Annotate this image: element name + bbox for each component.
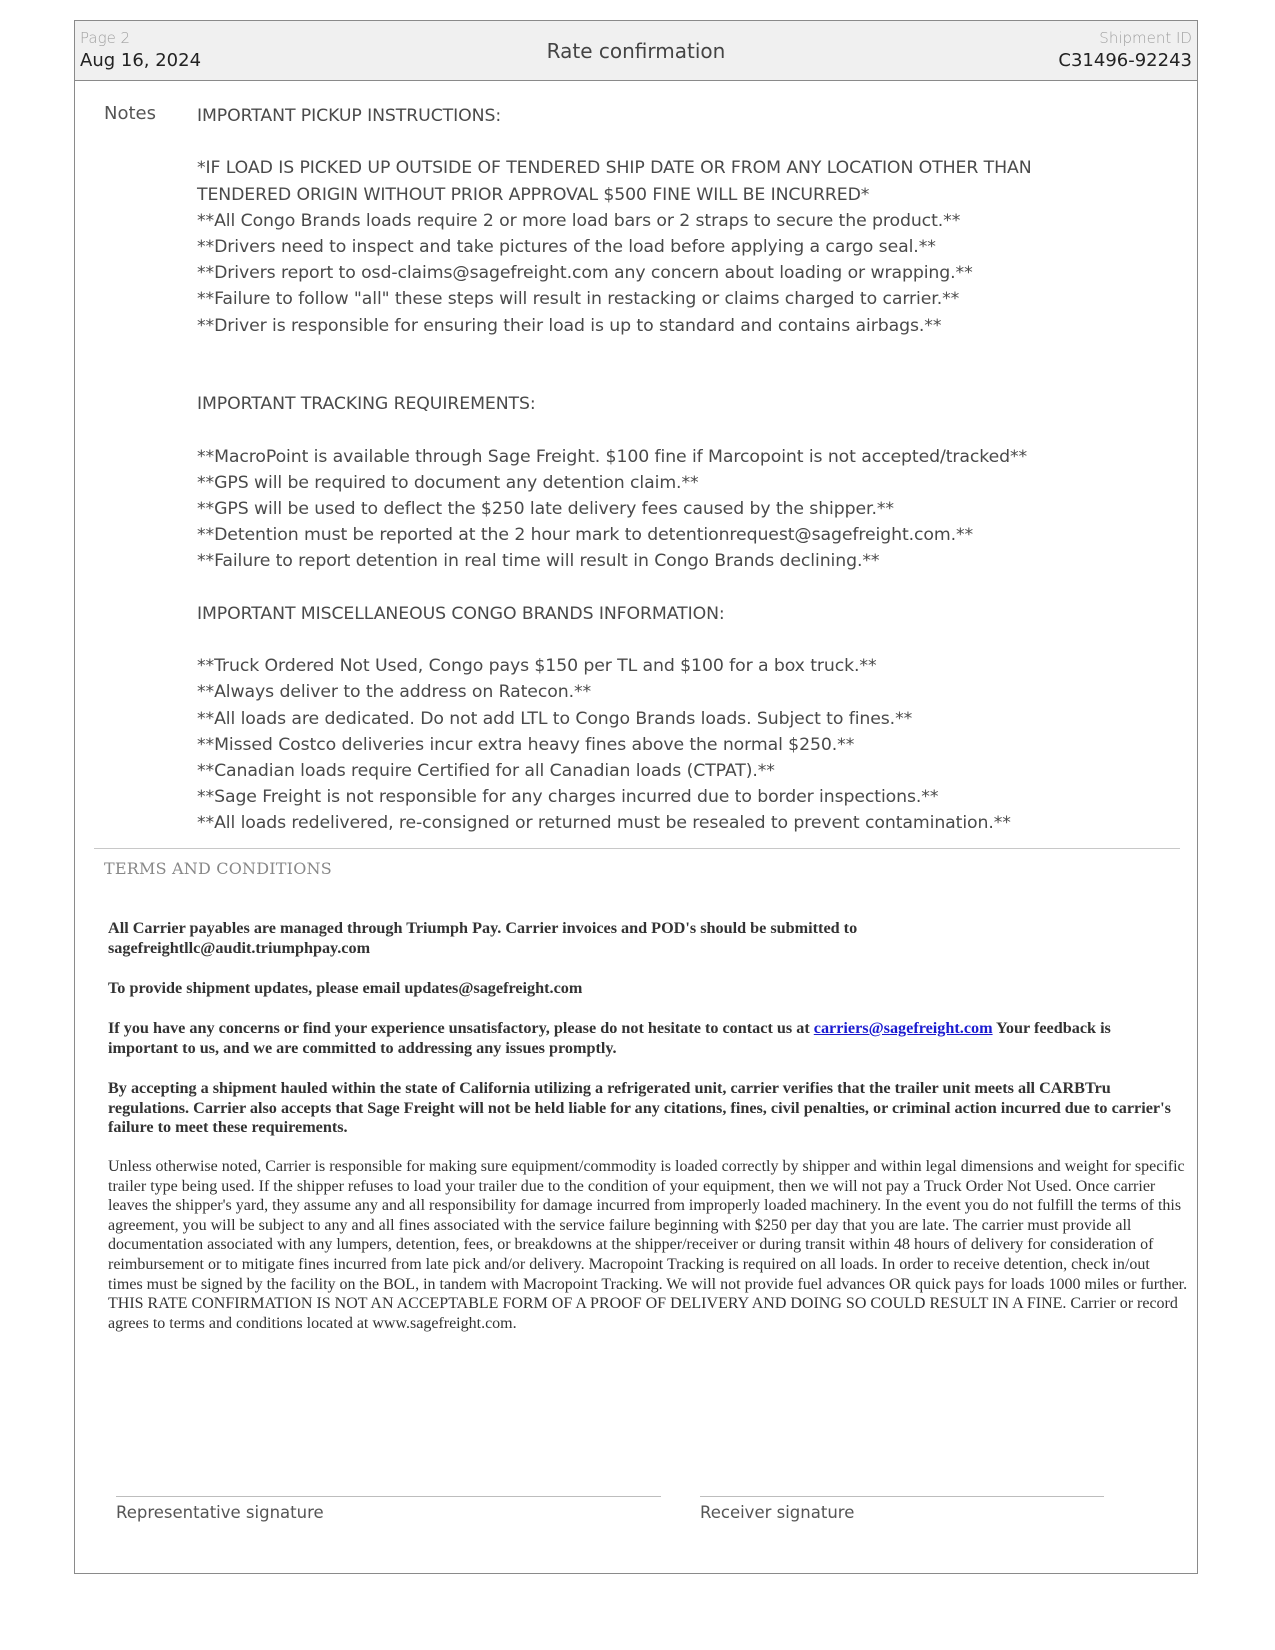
carriers-email-link[interactable]: carriers@sagefreight.com (813, 1019, 993, 1037)
terms-payables: All Carrier payables are managed through Triumph Pay. Carrier invoices and POD's should be submitted to sagefreightllc@audit.triumphpay.com (108, 919, 858, 957)
representative-signature-line[interactable] (116, 1496, 661, 1497)
shipment-id: C31496-92243 (1058, 50, 1192, 71)
terms-concerns (108, 1019, 1178, 1058)
page-title: Rate confirmation (546, 39, 726, 63)
pickup-line: **Drivers need to inspect and take pictures of the load before applying a cargo seal.** (197, 237, 936, 257)
tracking-line: **MacroPoint is available through Sage Freight. $100 fine if Marcopoint is not accepted/tracked** (197, 446, 1028, 467)
tracking-heading: IMPORTANT TRACKING REQUIREMENTS: (197, 394, 536, 415)
shipment-id-label: Shipment ID (1099, 29, 1192, 47)
misc-heading: IMPORTANT MISCELLANEOUS CONGO BRANDS INFORMATION: (197, 603, 725, 624)
receiver-signature-line[interactable] (700, 1496, 1104, 1497)
representative-signature-label: Representative signature (116, 1503, 324, 1522)
misc-line: **All loads are dedicated. Do not add LTL to Congo Brands loads. Subject to fines.** (197, 708, 913, 729)
tracking-line: **GPS will be used to deflect the $250 late delivery fees caused by the shipper.** (197, 498, 894, 519)
terms-general: Unless otherwise noted, Carrier is responsible for making sure equipment/commodity is loaded correctly by shipper and within legal dimensions and weight for specific trailer type being used. If the shipper refuses to load your trailer due to the condition of your equipment, then we will not pay a Truck Order Not Used. Once carrier leaves the shipper's yard, they assume any and all responsibility for damage incurred from improperly loaded machinery. In the event you do not fulfill the terms of this agreement, you will be subject to any and all fines associated with the service failure beginning with $250 per day that you are late. The carrier must provide all documentation associated with any lumpers, detention, fees, or breakdowns at the shipper/receiver or during transit within 48 hours of delivery for consideration of reimbursement or to mitigate fines incurred from late pick and/or delivery. Macropoint Tracking is required on all loads. In order to receive detention, check in/out times must be signed by the facility on the BOL, in tandem with Macropoint Tracking. We will not provide fuel advances OR quick pays for loads 1000 miles or further. THIS RATE CONFIRMATION IS NOT AN ACCEPTABLE FORM OF A PROOF OF DELIVERY AND DOING SO COULD RESULT IN A FINE. Carrier or record agrees to terms and conditions located at www.sagefreight.com. (108, 1158, 1188, 1332)
notes-body (197, 103, 1187, 837)
terms-updates: To provide shipment updates, please email updates@sagefreight.com (108, 979, 583, 997)
page-number: Page 2 (80, 29, 131, 47)
terms-concerns-text-after: Your feedback is important to us, and we are committed to addressing any issues promptly. (108, 1019, 1111, 1057)
pickup-line: TENDERED ORIGIN WITHOUT PRIOR APPROVAL $500 FINE WILL BE INCURRED* (197, 184, 870, 205)
pickup-line: **All Congo Brands loads require 2 or more load bars or 2 straps to secure the product.** (197, 210, 961, 231)
terms-california: By accepting a shipment hauled within the state of California utilizing a refrigerated unit, carrier verifies that the trailer unit meets all CARBTru regulations. Carrier also accepts that Sage Freight will not be held liable for any citations, fines, civil penalties, or criminal action incurred due to carrier's failure to meet these requirements. (108, 1079, 1171, 1137)
pickup-line: **Driver is responsible for ensuring their load is up to standard and contains airbags.** (197, 315, 942, 336)
misc-line: **Canadian loads require Certified for all Canadian loads (CTPAT).** (197, 760, 775, 781)
header-right (1058, 28, 1192, 74)
tracking-line: **Failure to report detention in real time will result in Congo Brands declining.** (197, 551, 880, 572)
notes-label: Notes (104, 103, 156, 124)
pickup-line: **Drivers report to osd-claims@sagefreight.com any concern about loading or wrapping.** (197, 263, 973, 284)
document-frame (74, 20, 1198, 1574)
terms-concerns-text: If you have any concerns or find your experience unsatisfactory, please do not hesitate to contact us at (108, 1019, 814, 1037)
misc-line: **Truck Ordered Not Used, Congo pays $150 per TL and $100 for a box truck.** (197, 656, 877, 677)
terms-title: TERMS AND CONDITIONS (104, 859, 332, 878)
tracking-line: **Detention must be reported at the 2 hour mark to detentionrequest@sagefreight.com.** (197, 525, 974, 546)
misc-line: **Sage Freight is not responsible for any charges incurred due to border inspections.** (197, 787, 939, 808)
misc-line: **Missed Costco deliveries incur extra heavy fines above the normal $250.** (197, 734, 855, 755)
section-divider (94, 848, 1180, 849)
page-header (75, 21, 1197, 81)
misc-line: **Always deliver to the address on Ratecon.** (197, 682, 592, 703)
receiver-signature-label: Receiver signature (700, 1503, 855, 1522)
misc-line: **All loads redelivered, re-consigned or returned must be resealed to prevent contamination.** (197, 813, 1011, 834)
document-date: Aug 16, 2024 (80, 50, 202, 71)
pickup-heading: IMPORTANT PICKUP INSTRUCTIONS: (197, 106, 502, 126)
pickup-line: **Failure to follow "all" these steps will result in restacking or claims charged to carrier.** (197, 289, 960, 310)
pickup-line: *IF LOAD IS PICKED UP OUTSIDE OF TENDERED SHIP DATE OR FROM ANY LOCATION OTHER THAN (197, 158, 1032, 179)
tracking-line: **GPS will be required to document any detention claim.** (197, 472, 699, 493)
